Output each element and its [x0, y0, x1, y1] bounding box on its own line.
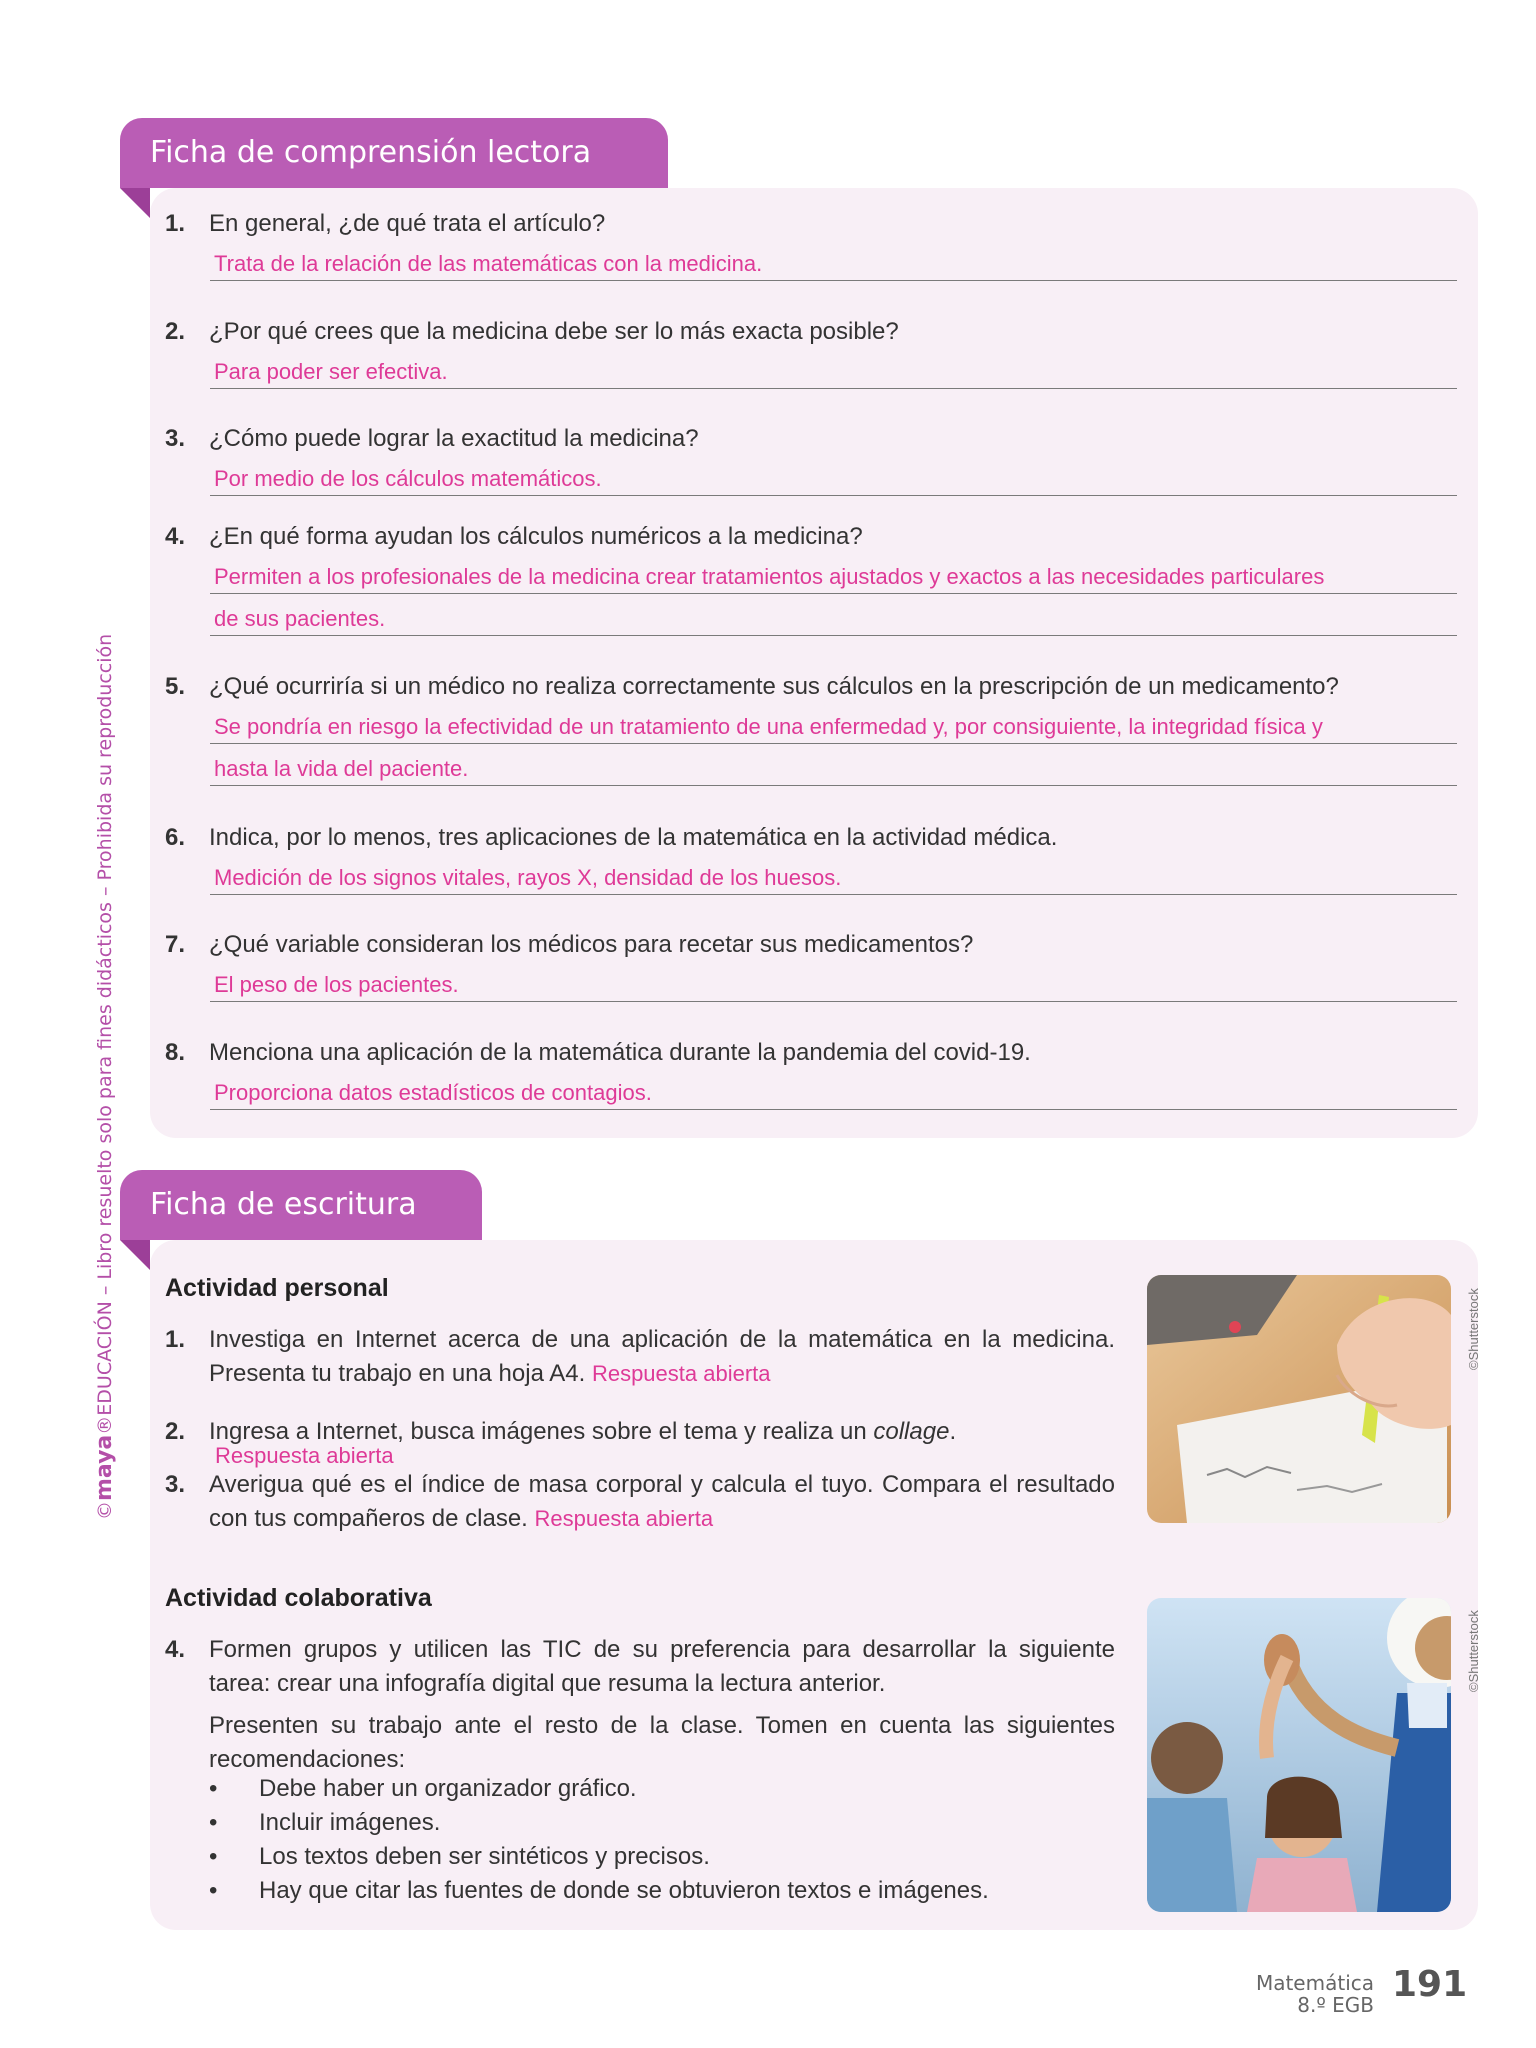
item-text-emphasis: collage	[873, 1418, 950, 1445]
copyright-side-note	[92, 560, 126, 1520]
subject-name: Matemática	[1255, 1971, 1374, 1995]
answer-line: El peso de los pacientes.	[210, 971, 1457, 1002]
item-number: 2.	[165, 1418, 186, 1445]
escritura-tab-fold	[120, 1240, 150, 1270]
question-number: 7.	[165, 931, 186, 958]
registered-symbol: ®	[94, 1415, 116, 1435]
bullet-icon: •	[209, 1809, 218, 1836]
question-text: ¿En qué forma ayudan los cálculos numéricos a la medicina?	[209, 523, 863, 550]
personal-activity-heading: Actividad personal	[165, 1274, 389, 1302]
students-high-five-photo	[1147, 1598, 1451, 1912]
grade-level: 8.º EGB	[1297, 1993, 1374, 2017]
question-text: ¿Por qué crees que la medicina debe ser lo más exacta posible?	[209, 318, 899, 345]
comprension-tab-title: Ficha de comprensión lectora	[120, 118, 668, 188]
question-text: ¿Qué variable consideran los médicos para recetar sus medicamentos?	[209, 931, 974, 958]
list-item	[209, 1840, 989, 1874]
answer-line: Medición de los signos vitales, rayos X, densidad de los huesos.	[210, 864, 1457, 895]
answer-line: Para poder ser efectiva.	[210, 358, 1457, 389]
answer-line: de sus pacientes.	[210, 605, 1457, 636]
item-response: Respuesta abierta	[534, 1506, 714, 1531]
item-text: Formen grupos y utilicen las TIC de su preferencia para desarrollar la siguiente tarea: crear una infografía digital que resuma la lectura anterior.	[209, 1636, 1115, 1697]
answer-line: Permiten a los profesionales de la medicina crear tratamientos ajustados y exactos a las necesidades particulares	[210, 563, 1457, 594]
page-number: 191	[1392, 1964, 1468, 2005]
question-text: ¿Cómo puede lograr la exactitud la medicina?	[209, 425, 699, 452]
item-text: Ingresa a Internet, busca imágenes sobre el tema y realiza un	[209, 1418, 874, 1445]
footer-subject	[1174, 1972, 1374, 2016]
question-text: En general, ¿de qué trata el artículo?	[209, 210, 606, 237]
question-text: Indica, por lo menos, tres aplicaciones de la matemática en la actividad médica.	[209, 824, 1058, 851]
question-number: 1.	[165, 210, 186, 237]
question-text: Menciona una aplicación de la matemática durante la pandemia del covid-19.	[209, 1039, 1031, 1066]
question-number: 4.	[165, 523, 186, 550]
answer-line: Trata de la relación de las matemáticas con la medicina.	[210, 250, 1457, 281]
question-number: 5.	[165, 673, 186, 700]
list-item-text: Debe haber un organizador gráfico.	[259, 1775, 637, 1802]
list-item	[209, 1772, 989, 1806]
list-item-text: Incluir imágenes.	[259, 1809, 441, 1836]
answer-line: hasta la vida del paciente.	[210, 755, 1457, 786]
answer-line: Por medio de los cálculos matemáticos.	[210, 465, 1457, 496]
bullet-icon: •	[209, 1775, 218, 1802]
item-text-end: .	[949, 1418, 957, 1445]
item-text-2: Presenten su trabajo ante el resto de la clase. Tomen en cuenta las siguientes recomendaciones:	[209, 1712, 1115, 1773]
item-number: 4.	[165, 1636, 186, 1663]
photo-credit-1: ©Shutterstock	[1466, 1288, 1481, 1370]
item-2-response: Respuesta abierta	[215, 1443, 394, 1468]
list-item	[209, 1874, 989, 1908]
item-text: Averigua qué es el índice de masa corporal y calcula el tuyo. Compara el resultado con tus compañeros de clase.	[209, 1471, 1115, 1532]
collaborative-activity-heading: Actividad colaborativa	[165, 1584, 432, 1612]
students-illustration	[1147, 1598, 1451, 1912]
bullet-icon: •	[209, 1843, 218, 1870]
photo-credit-2: ©Shutterstock	[1466, 1610, 1481, 1692]
item-text: Investiga en Internet acerca de una aplicación de la matemática en la medicina. Presenta tu trabajo en una hoja A4.	[209, 1326, 1115, 1387]
question-number: 2.	[165, 318, 186, 345]
question-number: 3.	[165, 425, 186, 452]
answer-line: Proporciona datos estadísticos de contagios.	[210, 1079, 1457, 1110]
escritura-tab-title: Ficha de escritura	[120, 1170, 482, 1240]
list-item-text: Los textos deben ser sintéticos y precisos.	[259, 1843, 710, 1870]
hand-writing-photo	[1147, 1275, 1451, 1523]
item-number: 1.	[165, 1326, 186, 1353]
bullet-icon: •	[209, 1877, 218, 1904]
list-item-text: Hay que citar las fuentes de donde se obtuvieron textos e imágenes.	[259, 1877, 989, 1904]
question-number: 6.	[165, 824, 186, 851]
recommendations-list	[209, 1772, 989, 1908]
answer-line: Se pondría en riesgo la efectividad de un tratamiento de una enfermedad y, por consiguiente, la integridad física y	[210, 713, 1457, 744]
list-item	[209, 1806, 989, 1840]
question-number: 8.	[165, 1039, 186, 1066]
comprension-tab-fold	[120, 188, 150, 218]
item-response: Respuesta abierta	[591, 1361, 771, 1386]
hand-writing-illustration	[1147, 1275, 1451, 1523]
question-text: ¿Qué ocurriría si un médico no realiza correctamente sus cálculos en la prescripción de un medicamento?	[209, 673, 1339, 700]
copyright-text: EDUCACIÓN – Libro resuelto solo para fines didácticos – Prohibida su reproducción	[94, 633, 116, 1416]
item-number: 3.	[165, 1471, 186, 1498]
copyright-symbol: ©	[94, 1501, 116, 1520]
brand-logo-text: maya	[92, 1434, 117, 1501]
